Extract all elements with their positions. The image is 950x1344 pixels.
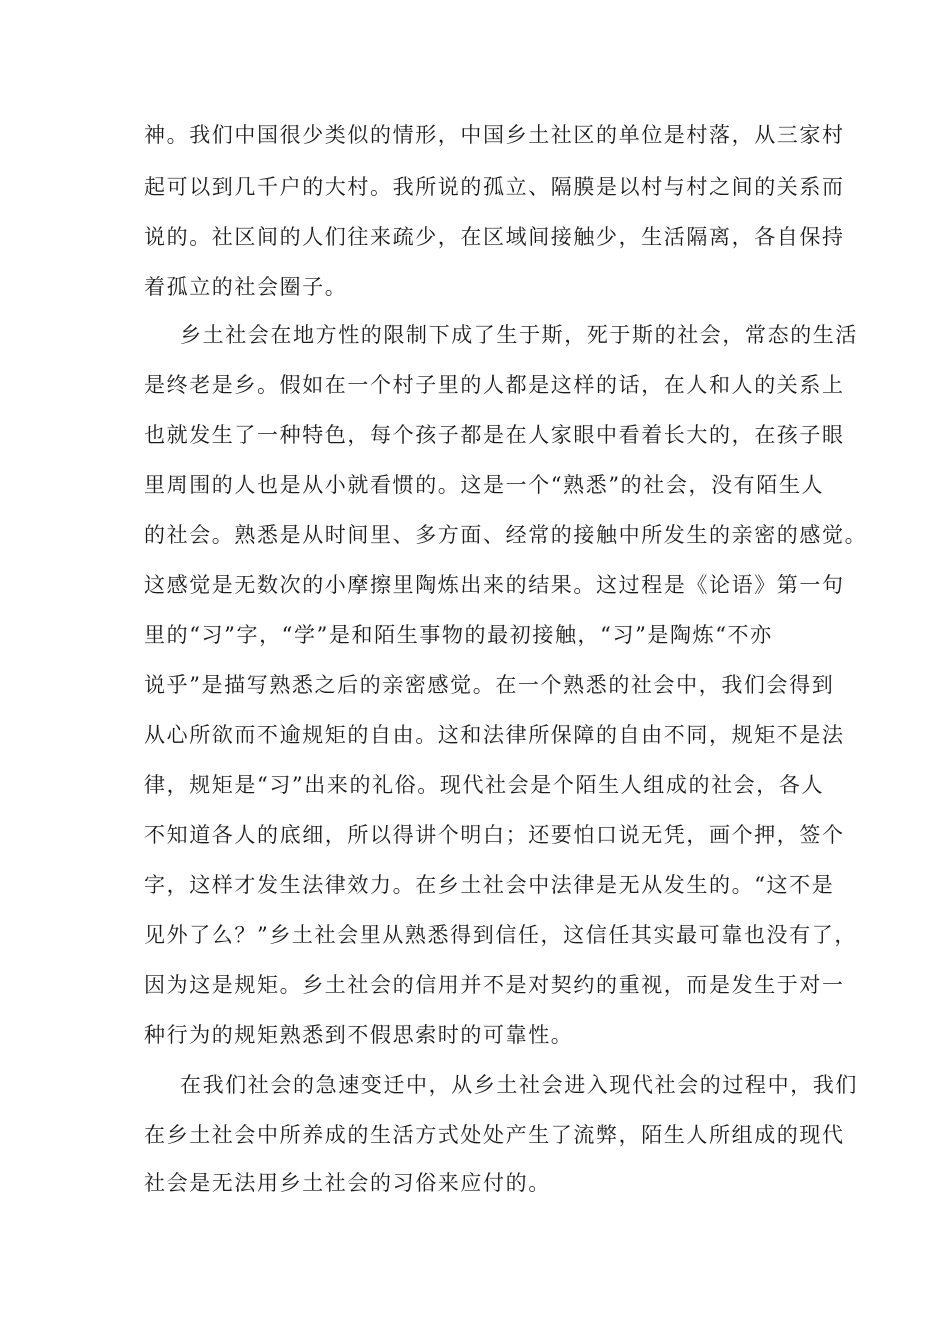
paragraph-2-line-8: 说乎”是描写熟悉之后的亲密感觉。在一个熟悉的社会中，我们会得到 bbox=[144, 673, 835, 697]
paragraph-3-line-1: 在我们社会的急速变迁中，从乡土社会进入现代社会的过程中，我们 bbox=[180, 1073, 858, 1097]
paragraph-2-line-5: 的社会。熟悉是从时间里、多方面、经常的接触中所发生的亲密的感觉。 bbox=[144, 523, 868, 547]
paragraph-2-line-10: 律，规矩是“习”出来的礼俗。现代社会是个陌生人组成的社会，各人 bbox=[144, 773, 825, 797]
paragraph-2-line-1: 乡土社会在地方性的限制下成了生于斯，死于斯的社会，常态的生活 bbox=[180, 323, 858, 347]
paragraph-1-line-4: 着孤立的社会圈子。 bbox=[144, 275, 348, 299]
paragraph-2-line-13: 见外了么？”乡土社会里从熟悉得到信任，这信任其实最可靠也没有了， bbox=[144, 923, 857, 947]
paragraph-2-line-2: 是终老是乡。假如在一个村子里的人都是这样的话，在人和人的关系上 bbox=[144, 373, 845, 397]
paragraph-2-line-6: 这感觉是无数次的小摩擦里陶炼出来的结果。这过程是《论语》第一句 bbox=[144, 573, 845, 597]
paragraph-2-line-14: 因为这是规矩。乡土社会的信用并不是对契约的重视，而是发生于对一 bbox=[144, 973, 845, 997]
paragraph-1-line-2: 起可以到几千户的大村。我所说的孤立、隔膜是以村与村之间的关系而 bbox=[144, 175, 845, 199]
paragraph-2-line-7: 里的“习”字，“学”是和陌生事物的最初接触，“习”是陶炼“不亦 bbox=[144, 623, 773, 647]
paragraph-2-line-3: 也就发生了一种特色，每个孩子都是在人家眼中看着长大的，在孩子眼 bbox=[144, 423, 845, 447]
paragraph-3-line-3: 社会是无法用乡土社会的习俗来应付的。 bbox=[144, 1171, 551, 1195]
paragraph-2-line-15: 种行为的规矩熟悉到不假思索时的可靠性。 bbox=[144, 1023, 574, 1047]
paragraph-2-line-4: 里周围的人也是从小就看惯的。这是一个“熟悉”的社会，没有陌生人 bbox=[144, 473, 825, 497]
paragraph-1-line-3: 说的。社区间的人们往来疏少，在区域间接触少，生活隔离，各自保持 bbox=[144, 225, 845, 249]
paragraph-2-line-9: 从心所欲而不逾规矩的自由。这和法律所保障的自由不同，规矩不是法 bbox=[144, 723, 845, 747]
paragraph-2-line-11: 不知道各人的底细，所以得讲个明白；还要怕口说无凭，画个押，签个 bbox=[144, 823, 845, 847]
paragraph-2-line-12: 字，这样才发生法律效力。在乡土社会中法律是无从发生的。“这不是 bbox=[144, 873, 835, 897]
paragraph-3-line-2: 在乡土社会中所养成的生活方式处处产生了流弊，陌生人所组成的现代 bbox=[144, 1123, 845, 1147]
paragraph-1-line-1: 神。我们中国很少类似的情形，中国乡土社区的单位是村落，从三家村 bbox=[144, 123, 845, 147]
